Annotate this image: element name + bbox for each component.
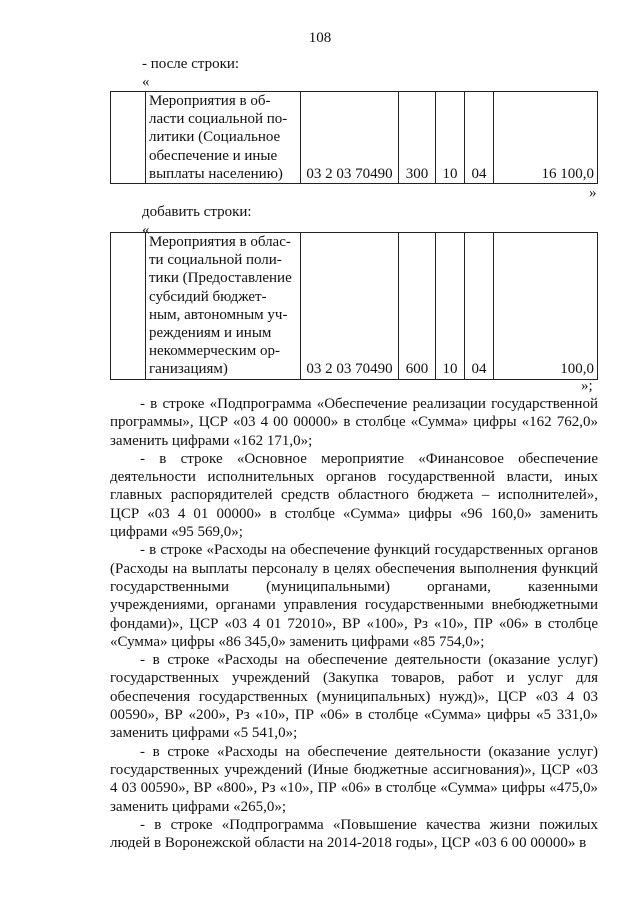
table-cell-blank [111,92,146,184]
table-cell-name [146,92,301,184]
intro-add-rows: добавить строки: [142,204,252,220]
table-original-row [110,91,598,184]
table-cell-sum: 16 100,0 [494,92,598,184]
name-line: субсидий бюджет- [149,288,267,305]
paragraph: - в строке «Расходы на обеспечение деятельности (оказание услуг) государственных учреждений (Закупка товаров, работ и услуг для обеспечения государственных (муниципальных) нужд)», ЦСР «03 4 03 00590», ВР «200», Рз «10», ПР «06» в столбце «Сумма» цифры «5 331,0» заменить цифрами «5 541,0»; [110,652,598,742]
table-row [111,233,598,380]
name-line: Мероприятия в облас- [149,234,291,250]
open-quote-1: « [142,74,150,90]
table-cell-name [146,233,301,380]
paragraph: - в строке «Расходы на обеспечение функций государственных органов (Расходы на выплаты персоналу в целях обеспечения выполнения функций государственными (муниципальными) органами, казенными учреждениями, органами управления государственными внебюджетными фондами)», ЦСР «03 4 01 72010», ВР «100», Рз «10», ПР «06» в столбце «Сумма» цифры «86 345,0» заменить цифрами «85 754,0»; [110,542,598,650]
name-line: выплаты населению) [149,165,283,182]
name-line: ласти социальной по- [149,111,288,128]
table-row [111,92,598,184]
table-cell-csr: 03 2 03 70490 [301,92,399,184]
close-quote-1: » [589,185,597,201]
name-line: литики (Социальное [149,129,281,146]
table-cell-vr: 300 [399,92,436,184]
close-quote-2: »; [581,378,593,394]
table-cell-pr: 04 [465,92,494,184]
name-line: тики (Предоставление [149,270,292,287]
paragraph: - в строке «Подпрограмма «Повышение качества жизни пожилых людей в Воронежской области на 2014-2018 годы», ЦСР «03 6 00 00000» в [110,816,598,852]
paragraph: - в строке «Основное мероприятие «Финансовое обеспечение деятельности исполнительных органов государственной власти, иных главных распорядителей средств областного бюджета – исполнителей», ЦСР «03 4 01 00000» в столбце «Сумма» цифры «96 160,0» заменить цифрами «95 569,0»; [110,450,598,541]
page-number: 108 [308,30,332,46]
name-line: обеспечение и иные [149,147,278,164]
amendment-text [110,395,598,852]
intro-after-row: - после строки: [142,56,240,72]
table-new-row [110,232,598,380]
paragraph: - в строке «Расходы на обеспечение деятельности (оказание услуг) государственных учреждений (Иные бюджетные ассигнования)», ЦСР «03 4 03 00590», ВР «800», Рз «10», ПР «06» в столбце «Сумма» цифры «475,0» заменить цифрами «265,0»; [110,743,598,815]
table-cell-csr: 03 2 03 70490 [301,233,399,380]
name-line: ганизациям) [149,361,228,378]
table-cell-sum: 100,0 [494,233,598,380]
name-line: ти социальной поли- [149,252,282,269]
paragraph: - в строке «Подпрограмма «Обеспечение реализации государственной программы», ЦСР «03 4 00 00000» в столбце «Сумма» цифры «162 762,0» заменить цифрами «162 171,0»; [110,396,598,449]
table-cell-rz: 10 [436,233,465,380]
name-line: реждениям и иным [149,325,272,342]
name-line: Мероприятия в об- [149,93,271,109]
name-line: ным, автономным уч- [149,306,288,323]
table-cell-blank [111,233,146,380]
table-cell-rz: 10 [436,92,465,184]
table-cell-pr: 04 [465,233,494,380]
open-quote-2: « [142,222,150,238]
table-cell-vr: 600 [399,233,436,380]
name-line: некоммерческим ор- [149,343,280,360]
